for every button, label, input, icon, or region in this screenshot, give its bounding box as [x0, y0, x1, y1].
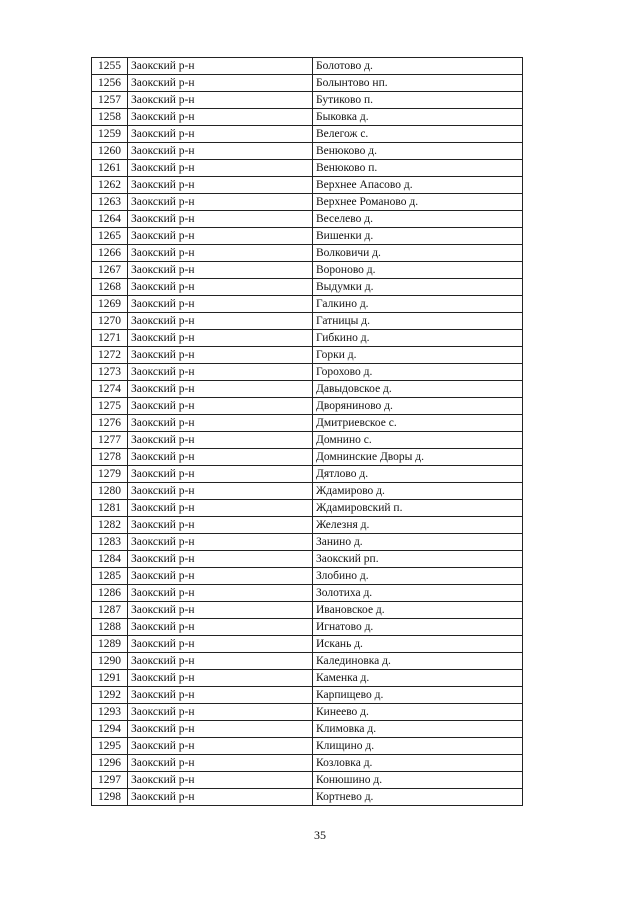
settlement-cell: Дятлово д.: [313, 466, 523, 483]
settlement-cell: Велегож с.: [313, 126, 523, 143]
table-row: [92, 398, 523, 415]
row-number-cell: 1291: [92, 670, 128, 687]
row-number-cell: 1277: [92, 432, 128, 449]
table-row: [92, 636, 523, 653]
district-cell: Заокский р-н: [128, 466, 313, 483]
settlement-cell: Злобино д.: [313, 568, 523, 585]
district-cell: Заокский р-н: [128, 347, 313, 364]
district-cell: Заокский р-н: [128, 721, 313, 738]
table-row: [92, 466, 523, 483]
row-number-cell: 1290: [92, 653, 128, 670]
district-cell: Заокский р-н: [128, 92, 313, 109]
district-cell: Заокский р-н: [128, 415, 313, 432]
row-number-cell: 1260: [92, 143, 128, 160]
district-cell: Заокский р-н: [128, 262, 313, 279]
settlement-cell: Гибкино д.: [313, 330, 523, 347]
table-row: [92, 313, 523, 330]
district-cell: Заокский р-н: [128, 653, 313, 670]
settlement-cell: Игнатово д.: [313, 619, 523, 636]
table-row: [92, 500, 523, 517]
district-cell: Заокский р-н: [128, 381, 313, 398]
table-row: [92, 381, 523, 398]
district-cell: Заокский р-н: [128, 432, 313, 449]
table-row: [92, 551, 523, 568]
table-row: [92, 517, 523, 534]
table-row: [92, 653, 523, 670]
table-row: [92, 670, 523, 687]
row-number-cell: 1273: [92, 364, 128, 381]
district-cell: Заокский р-н: [128, 687, 313, 704]
row-number-cell: 1285: [92, 568, 128, 585]
settlement-cell: Вишенки д.: [313, 228, 523, 245]
table-row: [92, 585, 523, 602]
district-cell: Заокский р-н: [128, 449, 313, 466]
row-number-cell: 1275: [92, 398, 128, 415]
district-cell: Заокский р-н: [128, 772, 313, 789]
row-number-cell: 1293: [92, 704, 128, 721]
table-row: [92, 160, 523, 177]
row-number-cell: 1278: [92, 449, 128, 466]
settlement-cell: Вороново д.: [313, 262, 523, 279]
district-cell: Заокский р-н: [128, 109, 313, 126]
settlement-table-container: [91, 57, 522, 806]
district-cell: Заокский р-н: [128, 143, 313, 160]
settlement-cell: Каменка д.: [313, 670, 523, 687]
settlement-cell: Конюшино д.: [313, 772, 523, 789]
row-number-cell: 1262: [92, 177, 128, 194]
row-number-cell: 1265: [92, 228, 128, 245]
district-cell: Заокский р-н: [128, 228, 313, 245]
row-number-cell: 1279: [92, 466, 128, 483]
row-number-cell: 1256: [92, 75, 128, 92]
settlement-cell: Горки д.: [313, 347, 523, 364]
settlement-cell: Дмитриевское с.: [313, 415, 523, 432]
table-row: [92, 126, 523, 143]
row-number-cell: 1286: [92, 585, 128, 602]
row-number-cell: 1266: [92, 245, 128, 262]
row-number-cell: 1261: [92, 160, 128, 177]
district-cell: Заокский р-н: [128, 704, 313, 721]
row-number-cell: 1294: [92, 721, 128, 738]
settlement-cell: Давыдовское д.: [313, 381, 523, 398]
table-row: [92, 194, 523, 211]
settlement-cell: Верхнее Апасово д.: [313, 177, 523, 194]
table-row: [92, 92, 523, 109]
table-row: [92, 177, 523, 194]
row-number-cell: 1284: [92, 551, 128, 568]
table-row: [92, 449, 523, 466]
settlement-cell: Галкино д.: [313, 296, 523, 313]
row-number-cell: 1264: [92, 211, 128, 228]
district-cell: Заокский р-н: [128, 636, 313, 653]
table-row: [92, 245, 523, 262]
row-number-cell: 1263: [92, 194, 128, 211]
district-cell: Заокский р-н: [128, 738, 313, 755]
district-cell: Заокский р-н: [128, 483, 313, 500]
row-number-cell: 1280: [92, 483, 128, 500]
table-row: [92, 296, 523, 313]
table-row: [92, 568, 523, 585]
row-number-cell: 1276: [92, 415, 128, 432]
row-number-cell: 1287: [92, 602, 128, 619]
row-number-cell: 1292: [92, 687, 128, 704]
table-row: [92, 109, 523, 126]
row-number-cell: 1281: [92, 500, 128, 517]
row-number-cell: 1268: [92, 279, 128, 296]
table-row: [92, 75, 523, 92]
settlement-cell: Венюково д.: [313, 143, 523, 160]
table-row: [92, 211, 523, 228]
district-cell: Заокский р-н: [128, 619, 313, 636]
settlement-cell: Клищино д.: [313, 738, 523, 755]
settlement-table-body: [92, 58, 523, 806]
district-cell: Заокский р-н: [128, 211, 313, 228]
district-cell: Заокский р-н: [128, 585, 313, 602]
row-number-cell: 1269: [92, 296, 128, 313]
district-cell: Заокский р-н: [128, 568, 313, 585]
district-cell: Заокский р-н: [128, 58, 313, 75]
district-cell: Заокский р-н: [128, 755, 313, 772]
district-cell: Заокский р-н: [128, 126, 313, 143]
settlement-cell: Кинеево д.: [313, 704, 523, 721]
settlement-cell: Ждамировский п.: [313, 500, 523, 517]
row-number-cell: 1258: [92, 109, 128, 126]
settlement-cell: Ждамирово д.: [313, 483, 523, 500]
district-cell: Заокский р-н: [128, 177, 313, 194]
district-cell: Заокский р-н: [128, 551, 313, 568]
table-row: [92, 228, 523, 245]
settlement-cell: Климовка д.: [313, 721, 523, 738]
settlement-cell: Бутиково п.: [313, 92, 523, 109]
table-row: [92, 755, 523, 772]
settlement-cell: Венюково п.: [313, 160, 523, 177]
district-cell: Заокский р-н: [128, 194, 313, 211]
settlement-cell: Волковичи д.: [313, 245, 523, 262]
row-number-cell: 1274: [92, 381, 128, 398]
settlement-cell: Железня д.: [313, 517, 523, 534]
table-row: [92, 364, 523, 381]
row-number-cell: 1295: [92, 738, 128, 755]
row-number-cell: 1282: [92, 517, 128, 534]
settlement-cell: Гатницы д.: [313, 313, 523, 330]
district-cell: Заокский р-н: [128, 517, 313, 534]
table-row: [92, 415, 523, 432]
row-number-cell: 1283: [92, 534, 128, 551]
table-row: [92, 789, 523, 806]
district-cell: Заокский р-н: [128, 398, 313, 415]
settlement-cell: Болынтово нп.: [313, 75, 523, 92]
district-cell: Заокский р-н: [128, 364, 313, 381]
settlement-cell: Заокский рп.: [313, 551, 523, 568]
district-cell: Заокский р-н: [128, 160, 313, 177]
settlement-cell: Золотиха д.: [313, 585, 523, 602]
district-cell: Заокский р-н: [128, 296, 313, 313]
district-cell: Заокский р-н: [128, 279, 313, 296]
row-number-cell: 1298: [92, 789, 128, 806]
row-number-cell: 1257: [92, 92, 128, 109]
row-number-cell: 1271: [92, 330, 128, 347]
settlement-cell: Веселево д.: [313, 211, 523, 228]
settlement-cell: Занино д.: [313, 534, 523, 551]
table-row: [92, 704, 523, 721]
settlement-cell: Болотово д.: [313, 58, 523, 75]
settlement-cell: Искань д.: [313, 636, 523, 653]
table-row: [92, 687, 523, 704]
page-number: 35: [314, 828, 326, 842]
table-row: [92, 483, 523, 500]
district-cell: Заокский р-н: [128, 789, 313, 806]
table-row: [92, 432, 523, 449]
settlement-cell: Домнинские Дворы д.: [313, 449, 523, 466]
district-cell: Заокский р-н: [128, 75, 313, 92]
settlement-cell: Кортнево д.: [313, 789, 523, 806]
settlement-cell: Карпищево д.: [313, 687, 523, 704]
settlement-cell: Горохово д.: [313, 364, 523, 381]
settlement-cell: Выдумки д.: [313, 279, 523, 296]
row-number-cell: 1255: [92, 58, 128, 75]
settlement-table: [91, 57, 523, 806]
district-cell: Заокский р-н: [128, 602, 313, 619]
row-number-cell: 1270: [92, 313, 128, 330]
row-number-cell: 1289: [92, 636, 128, 653]
table-row: [92, 738, 523, 755]
district-cell: Заокский р-н: [128, 245, 313, 262]
district-cell: Заокский р-н: [128, 534, 313, 551]
table-row: [92, 619, 523, 636]
district-cell: Заокский р-н: [128, 330, 313, 347]
row-number-cell: 1296: [92, 755, 128, 772]
settlement-cell: Быковка д.: [313, 109, 523, 126]
table-row: [92, 330, 523, 347]
table-row: [92, 58, 523, 75]
row-number-cell: 1297: [92, 772, 128, 789]
table-row: [92, 279, 523, 296]
settlement-cell: Домнино с.: [313, 432, 523, 449]
row-number-cell: 1288: [92, 619, 128, 636]
table-row: [92, 143, 523, 160]
table-row: [92, 772, 523, 789]
row-number-cell: 1267: [92, 262, 128, 279]
settlement-cell: Ивановское д.: [313, 602, 523, 619]
district-cell: Заокский р-н: [128, 313, 313, 330]
table-row: [92, 262, 523, 279]
table-row: [92, 534, 523, 551]
table-row: [92, 347, 523, 364]
settlement-cell: Козловка д.: [313, 755, 523, 772]
table-row: [92, 721, 523, 738]
row-number-cell: 1259: [92, 126, 128, 143]
row-number-cell: 1272: [92, 347, 128, 364]
table-row: [92, 602, 523, 619]
settlement-cell: Верхнее Романово д.: [313, 194, 523, 211]
district-cell: Заокский р-н: [128, 670, 313, 687]
settlement-cell: Калединовка д.: [313, 653, 523, 670]
district-cell: Заокский р-н: [128, 500, 313, 517]
settlement-cell: Дворяниново д.: [313, 398, 523, 415]
